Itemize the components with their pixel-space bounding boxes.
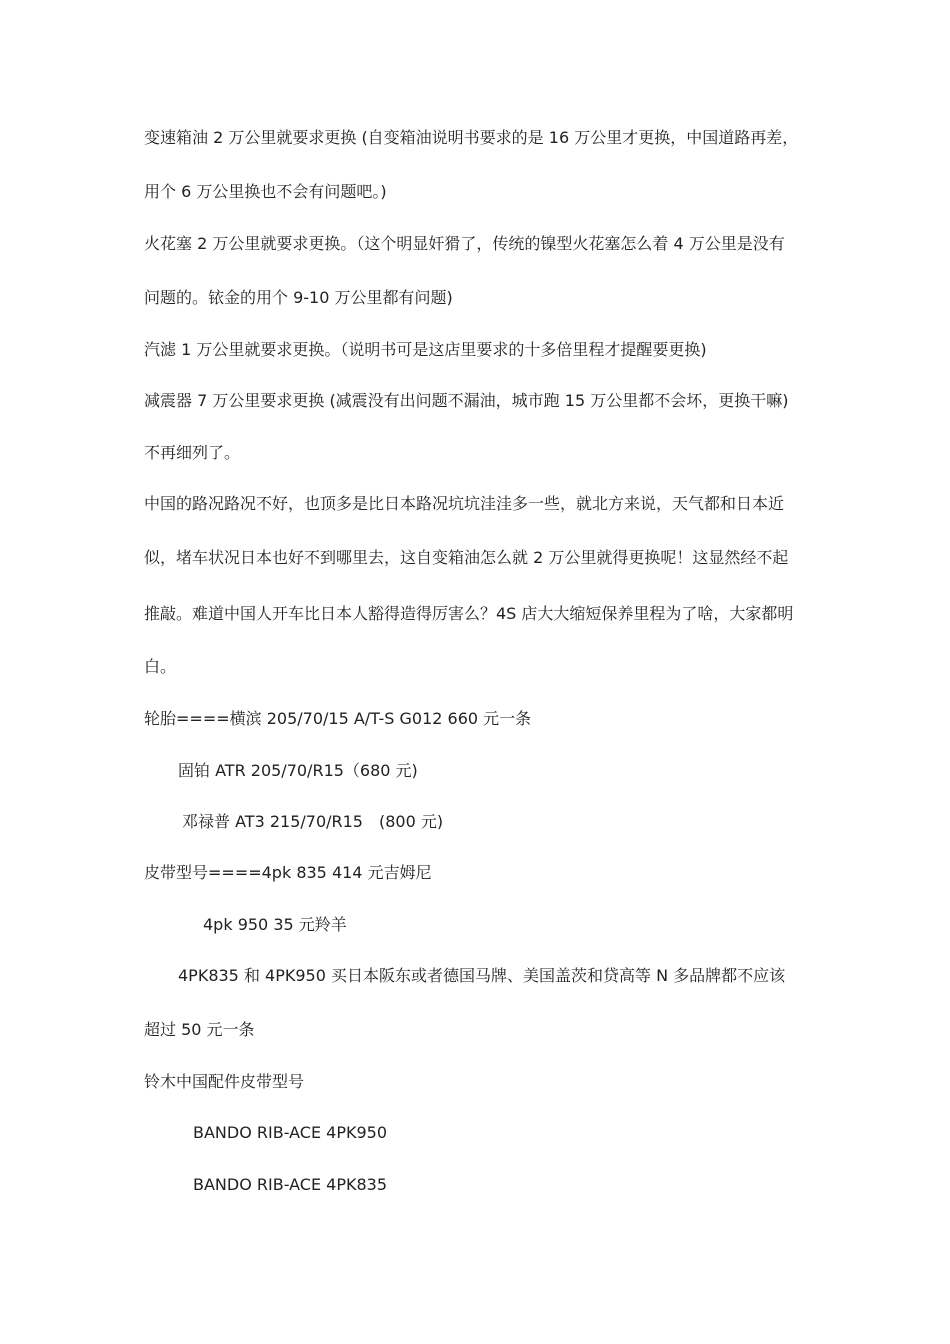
belt-note-line: 超过 50 元一条 (144, 1020, 255, 1039)
belt-model-title: 铃木中国配件皮带型号 (144, 1072, 305, 1091)
paragraph-line-9: 似，堵车状况日本也好不到哪里去，这自变箱油怎么就 2 万公里就得更换呢！这显然经不起 (144, 548, 789, 567)
belt-header-line: 皮带型号====4pk 835 414 元吉姆尼 (144, 863, 432, 882)
paragraph-line-10: 推敲。难道中国人开车比日本人豁得造得厉害么？4S 店大大缩短保养里程为了啥，大家都明 (144, 604, 794, 623)
belt-note-line: 4PK835 和 4PK950 买日本阪东或者德国马牌、美国盖茨和贷高等 N 多品牌都不应该 (178, 966, 786, 985)
paragraph-line-1: 变速箱油 2 万公里就要求更换 (自变箱油说明书要求的是 16 万公里才更换，中国道路再差， (144, 128, 799, 147)
paragraph-line-8: 中国的路况路况不好，也顶多是比日本路况坑坑洼洼多一些，就北方来说，天气都和日本近 (144, 494, 785, 513)
paragraph-line-11: 白。 (144, 657, 177, 676)
tire-option-line: 固铂 ATR 205/70/R15（680 元) (178, 761, 418, 780)
paragraph-line-6: 减震器 7 万公里要求更换 (减震没有出问题不漏油，城市跑 15 万公里都不会坏，更换干嘛) (144, 391, 789, 410)
belt-model-line: BANDO RIB-ACE 4PK950 (193, 1123, 388, 1142)
tire-header-line: 轮胎====横滨 205/70/15 A/T-S G012 660 元一条 (144, 709, 532, 728)
paragraph-line-5: 汽滤 1 万公里就要求更换。（说明书可是这店里要求的十多倍里程才提醒要更换) (144, 340, 707, 359)
paragraph-line-7: 不再细列了。 (144, 443, 241, 462)
belt-option-line: 4pk 950 35 元羚羊 (203, 915, 347, 934)
paragraph-line-2: 用个 6 万公里换也不会有问题吧。) (144, 182, 387, 201)
tire-option-line: 邓禄普 AT3 215/70/R15 (800 元) (182, 812, 444, 831)
belt-model-line: BANDO RIB-ACE 4PK835 (193, 1175, 388, 1194)
paragraph-line-3: 火花塞 2 万公里就要求更换。（这个明显奸猾了，传统的镍型火花塞怎么着 4 万公里是没有 (144, 234, 785, 253)
paragraph-line-4: 问题的。铱金的用个 9-10 万公里都有问题) (144, 288, 453, 307)
